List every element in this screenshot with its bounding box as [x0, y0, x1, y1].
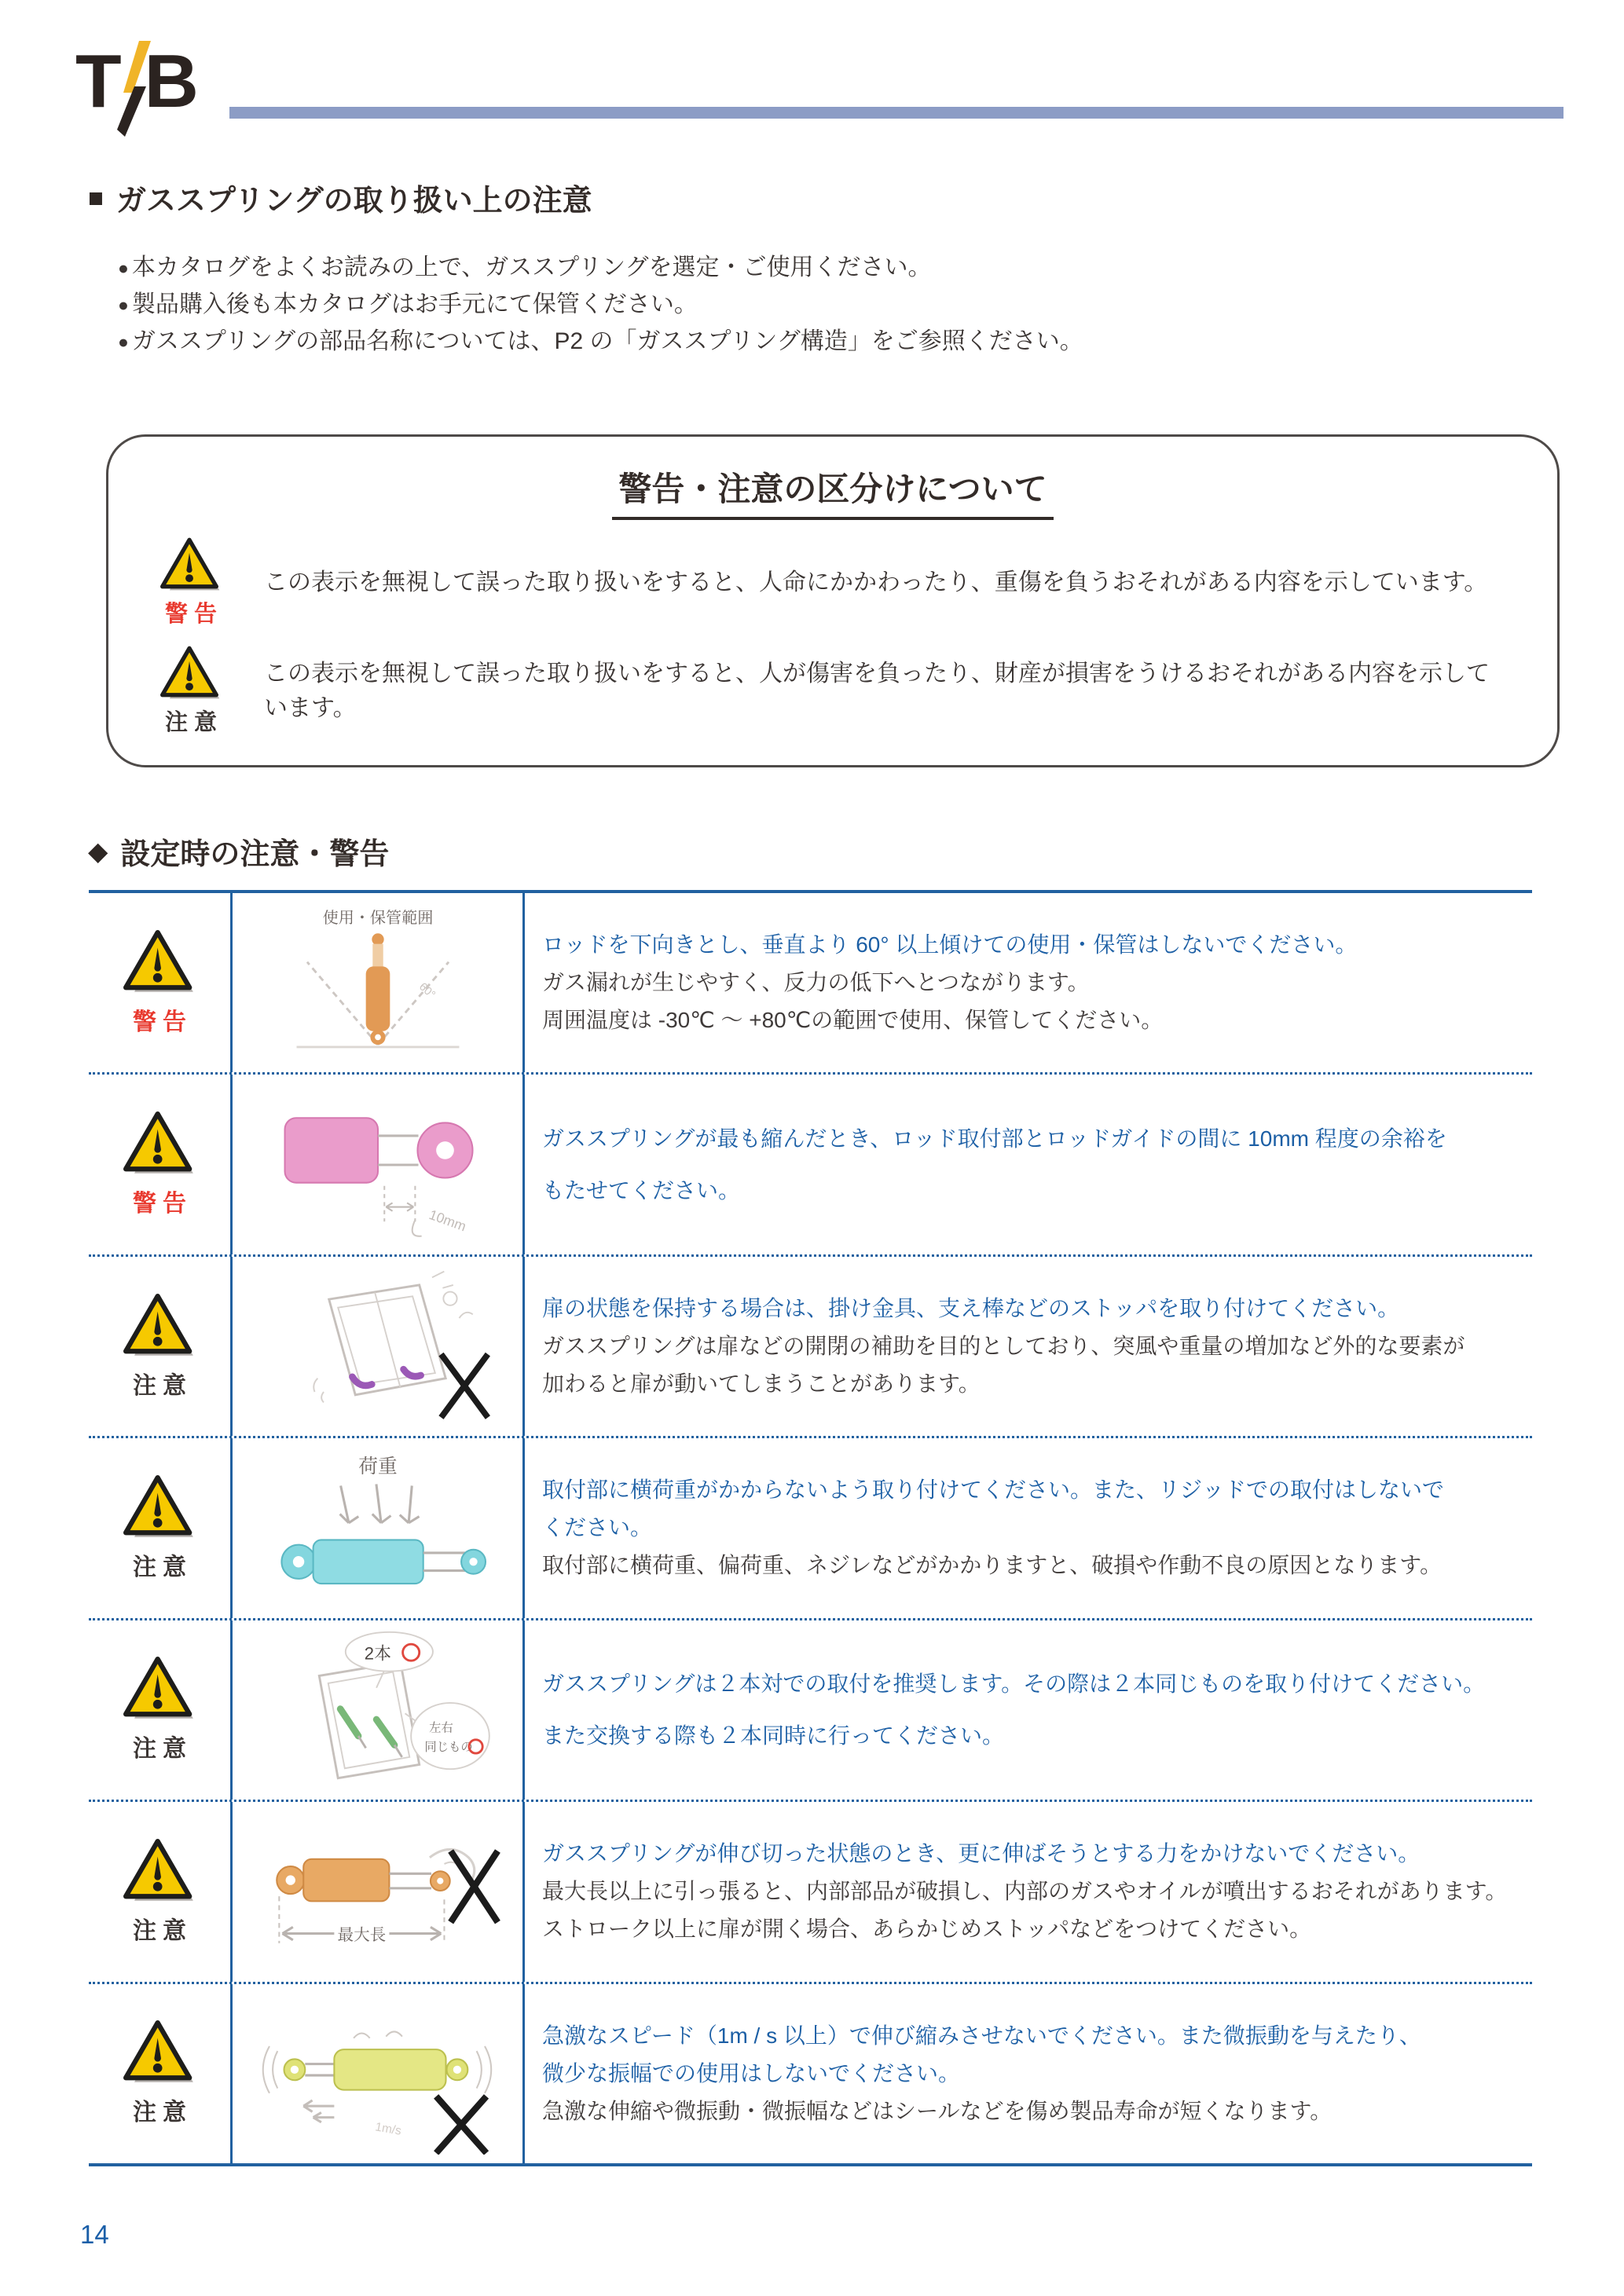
logo-letter-t: T [75, 39, 119, 123]
bullet-text: 製品購入後も本カタログはお手元にて保管ください。 [131, 291, 698, 317]
severity-label: 警告 [133, 1191, 192, 1218]
bullet-item [118, 253, 1083, 283]
caution-text-line: 最大長以上に引っ張ると、内部部品が破損し、内部のガスやオイルが噴出するおそれがあります。 [542, 1879, 1508, 1904]
caution-text-line: 取付部に横荷重がかからないよう取り付けてください。また、リジッドでの取付はしないで [542, 1478, 1445, 1503]
caution-row-rod-clearance [89, 1075, 1532, 1256]
bullet-item [118, 290, 1083, 320]
warning-triangle-icon [123, 2020, 196, 2085]
bullet-marker-icon: ● [118, 295, 129, 315]
bullet-marker-icon: ● [118, 331, 129, 352]
svg-text:60°: 60° [416, 980, 438, 1002]
brand-logo [75, 39, 196, 137]
illustration-two-springs [248, 1629, 508, 1791]
caution-text-line: ガススプリングが伸び切った状態のとき、更に伸ばそうとする力をかけないでください。 [542, 1841, 1421, 1866]
svg-text:最大長: 最大長 [337, 1926, 386, 1945]
caution-text-line: 加わると扉が動いてしまうことがあります。 [542, 1371, 981, 1397]
legend-row-caution [143, 646, 1510, 737]
caution-text-line: ガススプリングは２本対での取付を推奨します。その際は２本同じものを取り付けてください。 [542, 1671, 1486, 1696]
caution-text-line: ガススプリングが最も縮んだとき、ロッド取付部とロッドガイドの間に 10mm 程度の余裕を [542, 1126, 1447, 1151]
bullet-marker-icon: ● [118, 258, 129, 278]
caution-text-line: 微少な振幅での使用はしないでください。 [542, 2060, 961, 2085]
caution-text-line: もたせてください。 [542, 1177, 741, 1203]
prohibited-x-mark [450, 1851, 497, 1923]
severity-label: 注意 [133, 1736, 192, 1763]
cautions-heading [88, 829, 389, 873]
bullet-text: ガススプリングの部品名称については、P2 の「ガススプリング構造」をご参照ください。 [131, 328, 1083, 354]
warning-legend-box [106, 434, 1560, 767]
svg-text:2本: 2本 [364, 1643, 391, 1664]
logo-letter-b: B [144, 39, 196, 123]
warning-triangle-icon [123, 1656, 196, 1721]
svg-text:左右: 左右 [428, 1721, 453, 1735]
bullet-text: 本カタログをよくお読みの上で、ガススプリングを選定・ご使用ください。 [131, 255, 932, 280]
caution-text-line: また交換する際も２本同時に行ってください。 [542, 1723, 1005, 1748]
caution-text-line: ストローク以上に扉が開く場合、あらかじめストッパなどをつけてください。 [542, 1917, 1312, 1942]
legend-text: この表示を無視して誤った取り扱いをすると、人命にかかわったり、重傷を負うおそれがある内容を示しています。 [264, 569, 1488, 595]
caution-row-door-stopper [89, 1257, 1532, 1438]
caution-row-two-springs [89, 1620, 1532, 1802]
caution-text-line: 周囲温度は -30℃ ～ +80℃の範囲で使用、保管してください。 [542, 1008, 1164, 1033]
svg-text:1m/s: 1m/s [373, 2120, 402, 2138]
diamond-marker-icon: ◆ [88, 837, 108, 866]
cautions-heading-text: 設定時の注意・警告 [120, 838, 390, 871]
bullet-item [118, 327, 1083, 357]
svg-text:使用・保管範囲: 使用・保管範囲 [322, 910, 433, 928]
warning-triangle-icon [123, 1838, 196, 1903]
severity-label: 警告 [133, 1009, 192, 1035]
severity-label: 注意 [133, 1372, 192, 1399]
intro-heading-text: ガススプリングの取り扱い上の注意 [115, 185, 592, 218]
warning-triangle-icon [123, 929, 196, 994]
caution-text-line: 急激なスピード（1m / s 以上）で伸び縮みさせないでください。また微振動を与えたり、 [542, 2023, 1421, 2048]
warning-triangle-icon [123, 1474, 196, 1540]
warning-triangle-icon [160, 646, 222, 701]
caution-row-side-load [89, 1438, 1532, 1620]
intro-bullet-list [118, 253, 1083, 364]
legend-text: この表示を無視して誤った取り扱いをすると、人が傷害を負ったり、財産が損害をうけるおそれがある内容を示しています。 [264, 661, 1490, 721]
caution-row-speed-vibration [89, 1984, 1532, 2163]
prohibited-x-mark [436, 2096, 486, 2153]
page-number: 14 [80, 2220, 109, 2249]
severity-label: 注意 [164, 710, 223, 735]
severity-label: 注意 [133, 2100, 192, 2126]
caution-row-usage-range [89, 893, 1532, 1075]
warning-triangle-icon [123, 1111, 196, 1176]
illustration-side-load [248, 1447, 508, 1609]
square-marker-icon: ■ [88, 183, 104, 212]
illustration-speed-vibration [248, 1993, 508, 2155]
cautions-table [89, 890, 1532, 2166]
header-rule [229, 107, 1564, 119]
caution-text-line: 急激な伸縮や微振動・微振幅などはシールなどを傷め製品寿命が短くなります。 [542, 2098, 1333, 2123]
caution-text-line: 取付部に横荷重、偏荷重、ネジレなどがかかりますと、破損や作動不良の原因となります。 [542, 1553, 1443, 1578]
warning-triangle-icon [160, 537, 222, 592]
illustration-rod-clearance [248, 1084, 508, 1246]
caution-row-max-length [89, 1802, 1532, 1983]
illustration-door-stopper [248, 1265, 508, 1427]
caution-text-line: ロッドを下向きとし、垂直より 60° 以上傾けての使用・保管はしないでください。 [542, 932, 1358, 958]
caution-text-line: ガス漏れが生じやすく、反力の低下へとつながります。 [542, 970, 1090, 995]
svg-text:荷重: 荷重 [357, 1456, 398, 1478]
caution-text-line: ください。 [542, 1515, 653, 1540]
severity-label: 注意 [133, 1554, 192, 1580]
svg-text:10mm: 10mm [426, 1206, 468, 1234]
legend-row-warning [143, 537, 1510, 628]
severity-label: 警告 [164, 602, 223, 627]
illustration-max-length [248, 1811, 508, 1972]
severity-label: 注意 [133, 1917, 192, 1944]
warning-triangle-icon [123, 1293, 196, 1358]
caution-text-line: 扉の状態を保持する場合は、掛け金具、支え棒などのストッパを取り付けてください。 [542, 1296, 1400, 1321]
svg-text:同じもの: 同じもの [423, 1741, 473, 1755]
legend-title: 警告・注意の区分けについて [612, 463, 1053, 520]
prohibited-x-mark [441, 1354, 487, 1417]
caution-text-line: ガススプリングは扉などの開閉の補助を目的としており、突風や重量の増加など外的な要素が [542, 1334, 1465, 1359]
intro-heading [88, 176, 592, 219]
illustration-usage-storage-range [248, 902, 508, 1064]
